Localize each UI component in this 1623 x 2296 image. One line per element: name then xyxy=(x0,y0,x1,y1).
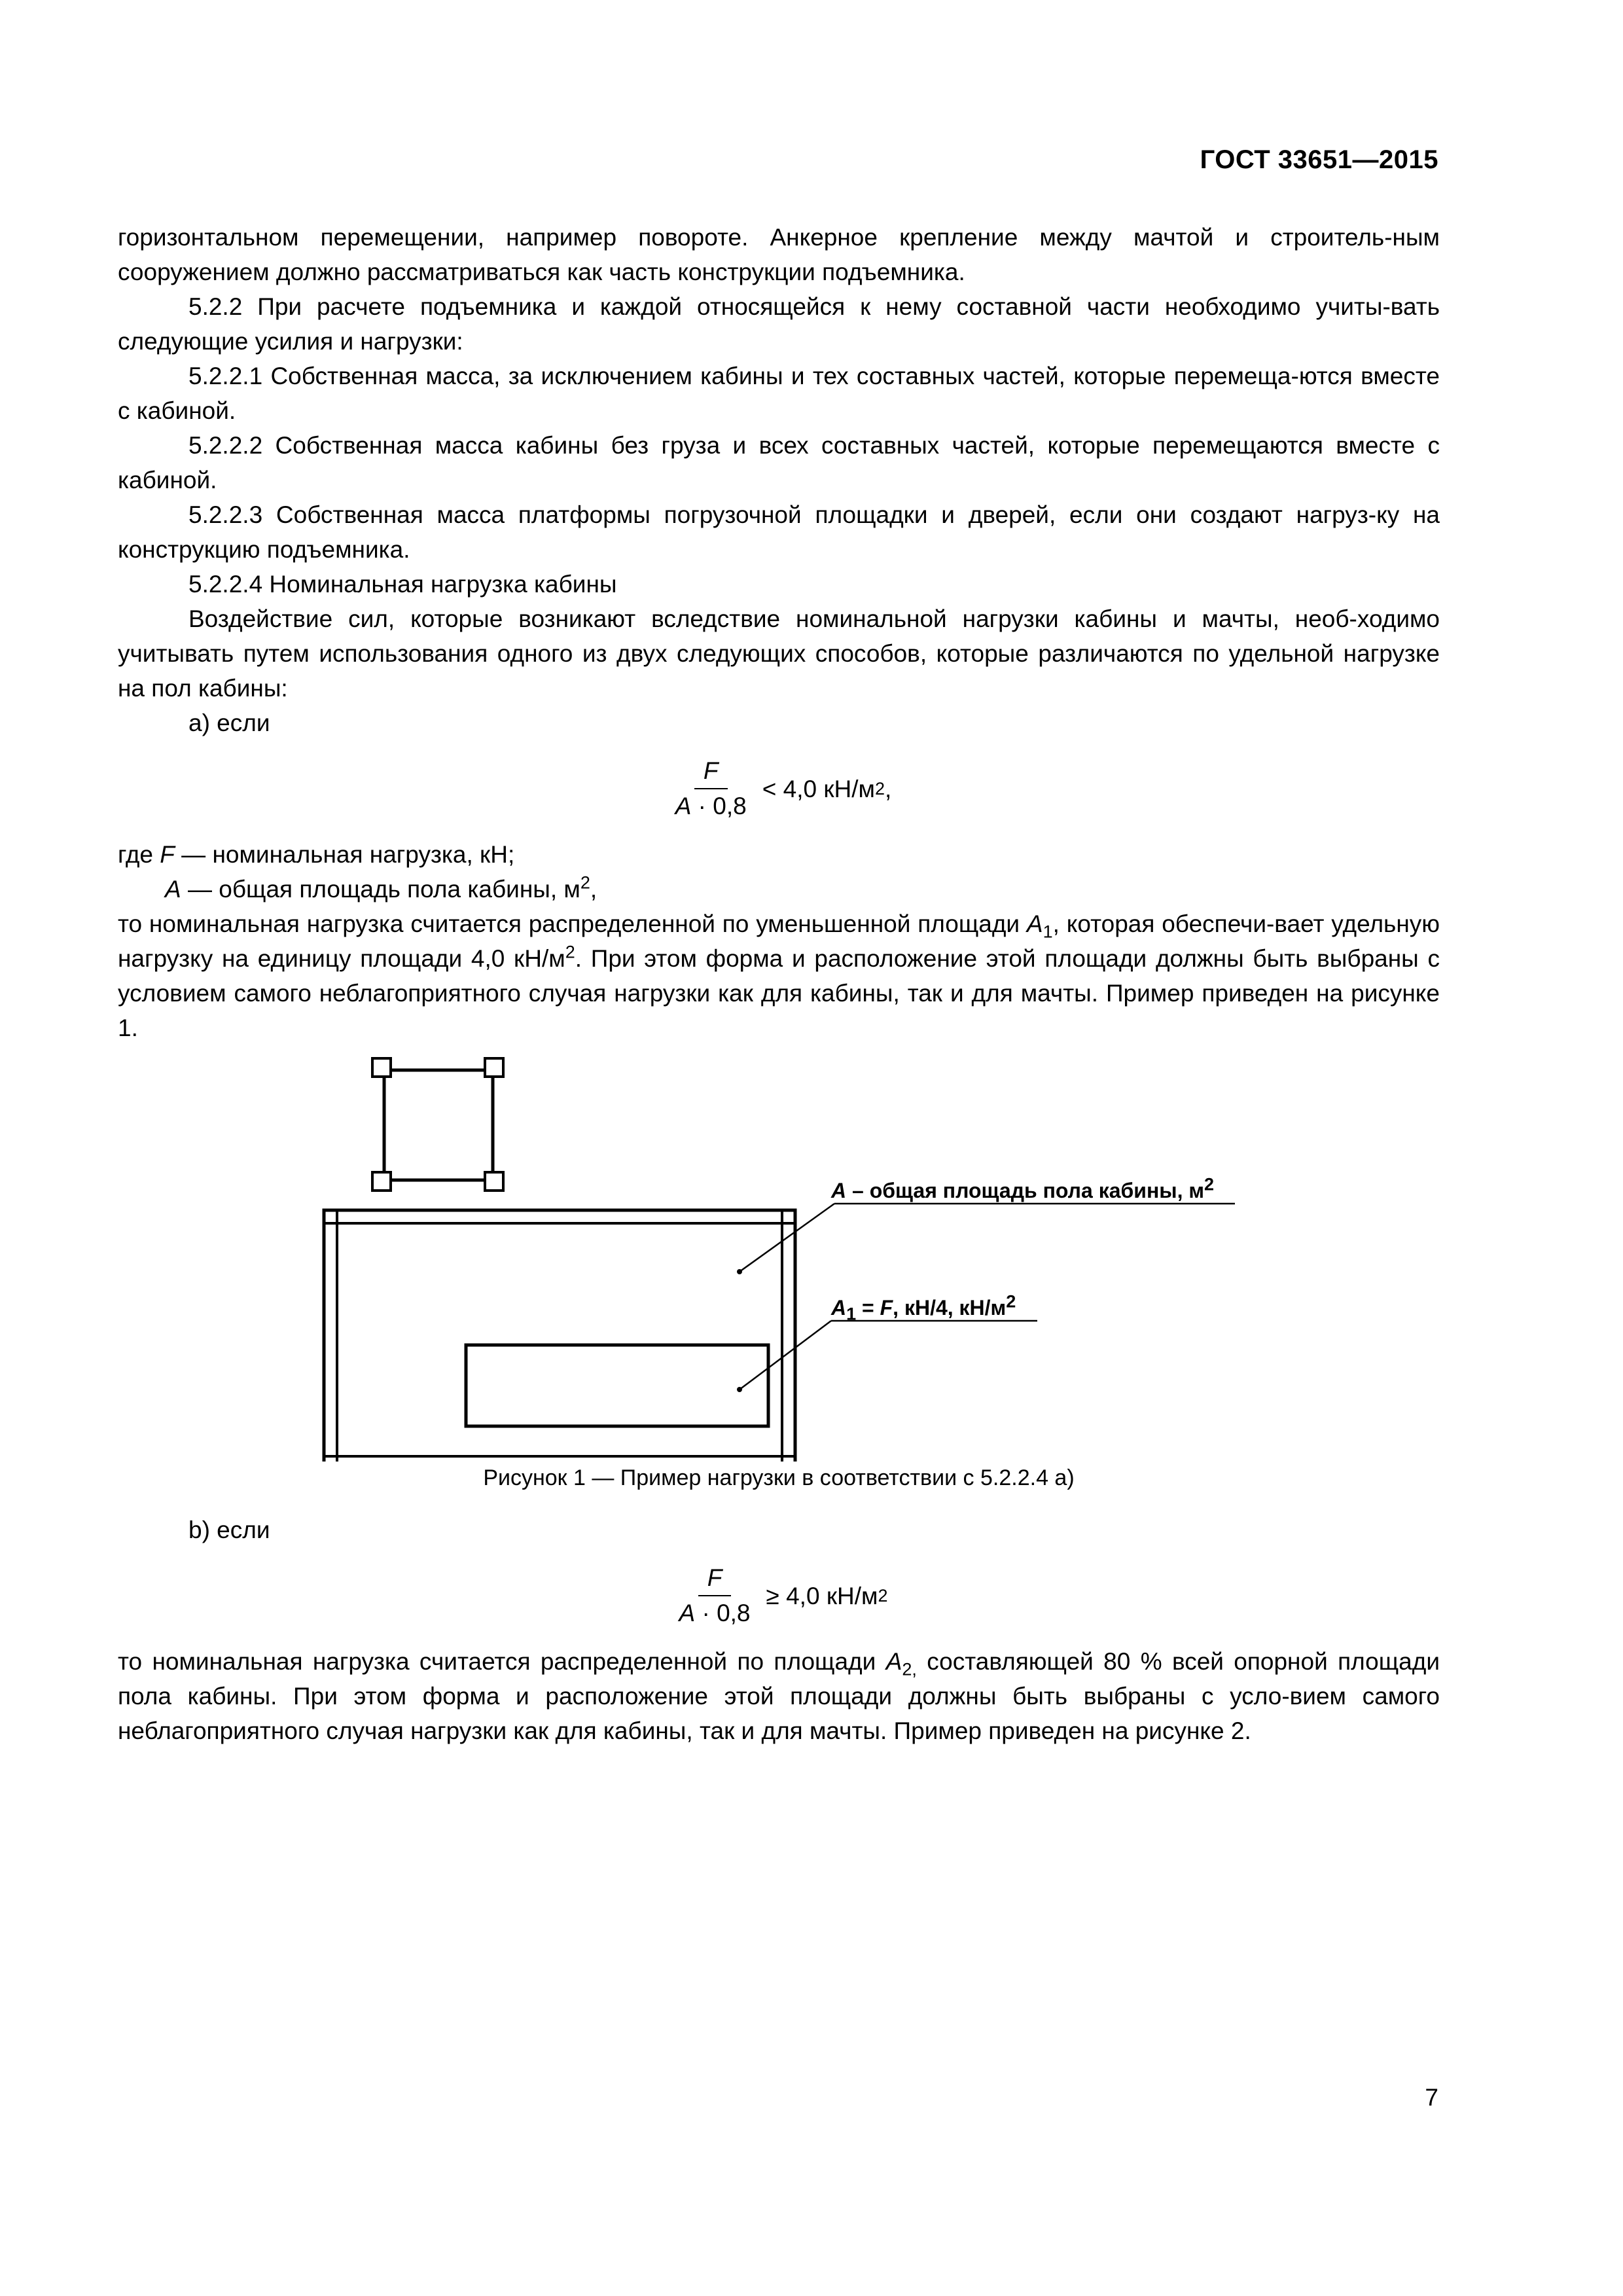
formula-a-fraction xyxy=(666,754,756,823)
figure-label-a-text: – общая площадь пола кабины, м xyxy=(846,1179,1205,1202)
formula-b-numerator: F xyxy=(698,1561,732,1596)
paragraph-5-2-2-1: 5.2.2.1 Собственная масса, за исключением кабины и тех составных частей, которые перемеща-ются вместе с кабиной. xyxy=(118,363,1440,424)
after-a-sub: 1 xyxy=(1043,922,1053,942)
figure-1-caption: Рисунок 1 — Пример нагрузки в соответствии с 5.2.2.4 а) xyxy=(483,1465,1075,1490)
where-a-definition xyxy=(118,872,1440,906)
formula-a-relation: < 4,0 кН/м xyxy=(762,775,875,802)
point-a1 xyxy=(737,1387,742,1392)
formula-b-den-rest: · 0,8 xyxy=(695,1600,751,1626)
paragraph-5-2-2-4: 5.2.2.4 Номинальная нагрузка кабины xyxy=(188,571,617,598)
mast-corner-tr xyxy=(485,1058,503,1077)
after-a-text-3: . При этом форма и расположение этой площади должны быть выбраны с условием самого неблагоприятного случая нагрузки как для кабины, так и для мачты. Пример приведен на рисунке 1. xyxy=(118,945,1440,1041)
page-number: 7 xyxy=(1425,2084,1438,2111)
paragraph-after-formula-b xyxy=(118,1644,1440,1748)
after-b-text-1: то номинальная нагрузка считается распределенной по площади xyxy=(118,1648,886,1675)
where-a-tail: , xyxy=(590,876,597,903)
after-b-var: A xyxy=(885,1648,902,1675)
where-a-var: A xyxy=(165,876,181,903)
formula-a-den-rest: · 0,8 xyxy=(691,793,747,819)
after-b-text-2: составляющей 80 % всей опорной площади пола кабины. При этом форма и расположение этой площади должны быть выбраны с усло-вием самого неблагоприятного случая нагрузки как для кабины, так и для мачты. Пример приведен на рисунке 2. xyxy=(118,1648,1440,1744)
figure-label-a-var: A xyxy=(831,1179,847,1202)
figure-label-a1-f: F xyxy=(880,1296,893,1319)
where-f-text: — номинальная нагрузка, кН; xyxy=(174,841,515,868)
after-a-var: A xyxy=(1026,910,1043,937)
mast-corner-bl xyxy=(372,1172,391,1191)
where-f-var: F xyxy=(160,841,175,868)
formula-b: $\frac{F}{A \cdot 0,8}$ ≥ 4,0 кН/м 2 xyxy=(118,1547,1440,1644)
paragraph-5-2-2: 5.2.2 При расчете подъемника и каждой относящейся к нему составной части необходимо учиты-вать следующие усилия и нагрузки: xyxy=(118,293,1440,355)
formula-b-den-var: A xyxy=(679,1600,696,1626)
figure-1-drawing xyxy=(118,1049,1440,1462)
case-b-label: b) если xyxy=(188,1516,270,1543)
leader-line-a xyxy=(740,1204,834,1272)
figure-label-a1 xyxy=(831,1291,1016,1325)
figure-label-a1-eq: = xyxy=(856,1296,880,1319)
document-code-header: ГОСТ 33651—2015 xyxy=(1200,145,1438,174)
formula-b-denominator xyxy=(670,1596,760,1630)
after-a-text-2: , которая обеспечи-вает удельную нагрузку на единицу площади 4,0 кН/м xyxy=(118,910,1440,972)
where-a-text: — общая площадь пола кабины, м xyxy=(181,876,580,903)
case-a-label: a) если xyxy=(188,709,270,736)
figure-label-a1-var: A xyxy=(831,1296,847,1319)
where-a-exp: 2 xyxy=(580,872,590,893)
leader-line-a1 xyxy=(740,1321,831,1390)
after-a-text-1: то номинальная нагрузка считается распределенной по уменьшенной площади xyxy=(118,910,1027,937)
formula-b-fraction xyxy=(670,1561,760,1630)
mast-frame xyxy=(384,1070,493,1180)
figure-1 xyxy=(118,1049,1440,1462)
paragraph-5-2-2-2: 5.2.2.2 Собственная масса кабины без груза и всех составных частей, которые перемещаются вместе с кабиной. xyxy=(118,432,1440,493)
formula-a-denominator xyxy=(666,789,756,823)
paragraph-after-formula-a xyxy=(118,906,1440,1045)
mast-corner-br xyxy=(485,1172,503,1191)
figure-label-a1-sub: 1 xyxy=(846,1304,857,1324)
figure-label-a1-text: , кН/4, кН/м xyxy=(893,1296,1007,1319)
formula-a-tail: , xyxy=(885,775,892,802)
paragraph-5-2-2-3: 5.2.2.3 Собственная масса платформы погрузочной площадки и дверей, если они создают нагруз-ку на конструкцию подъемника. xyxy=(118,501,1440,563)
paragraph-continuation: горизонтальном перемещении, например повороте. Анкерное крепление между мачтой и строитель-ным сооружением должно рассматриваться как часть конструкции подъемника. xyxy=(118,224,1440,285)
reduced-area-a1 xyxy=(466,1345,768,1426)
formula-b-relation: ≥ 4,0 кН/м xyxy=(766,1582,878,1609)
after-a-exp: 2 xyxy=(565,942,575,962)
formula-a-den-var: A xyxy=(675,793,692,819)
formula-a: $\frac{F}{A \cdot 0,8}$ < 4,0 кН/м 2 , xyxy=(118,740,1440,837)
figure-label-a-exp: 2 xyxy=(1204,1174,1215,1194)
where-prefix: где xyxy=(118,841,160,868)
point-a xyxy=(737,1269,742,1274)
figure-label-a xyxy=(831,1174,1214,1208)
figure-label-a1-exp: 2 xyxy=(1006,1291,1016,1312)
cabin-outer-outline xyxy=(324,1210,795,1462)
formula-a-numerator: F xyxy=(694,754,728,789)
after-b-sub: 2, xyxy=(902,1659,917,1679)
where-f-definition xyxy=(118,837,1440,872)
document-body xyxy=(118,220,1440,1748)
mast-corner-tl xyxy=(372,1058,391,1077)
paragraph-load-methods: Воздействие сил, которые возникают вследствие номинальной нагрузки кабины и мачты, необ-ходимо учитывать путем использования одного из двух следующих способов, которые различаются по удельной нагрузке на пол кабины: xyxy=(118,605,1440,702)
